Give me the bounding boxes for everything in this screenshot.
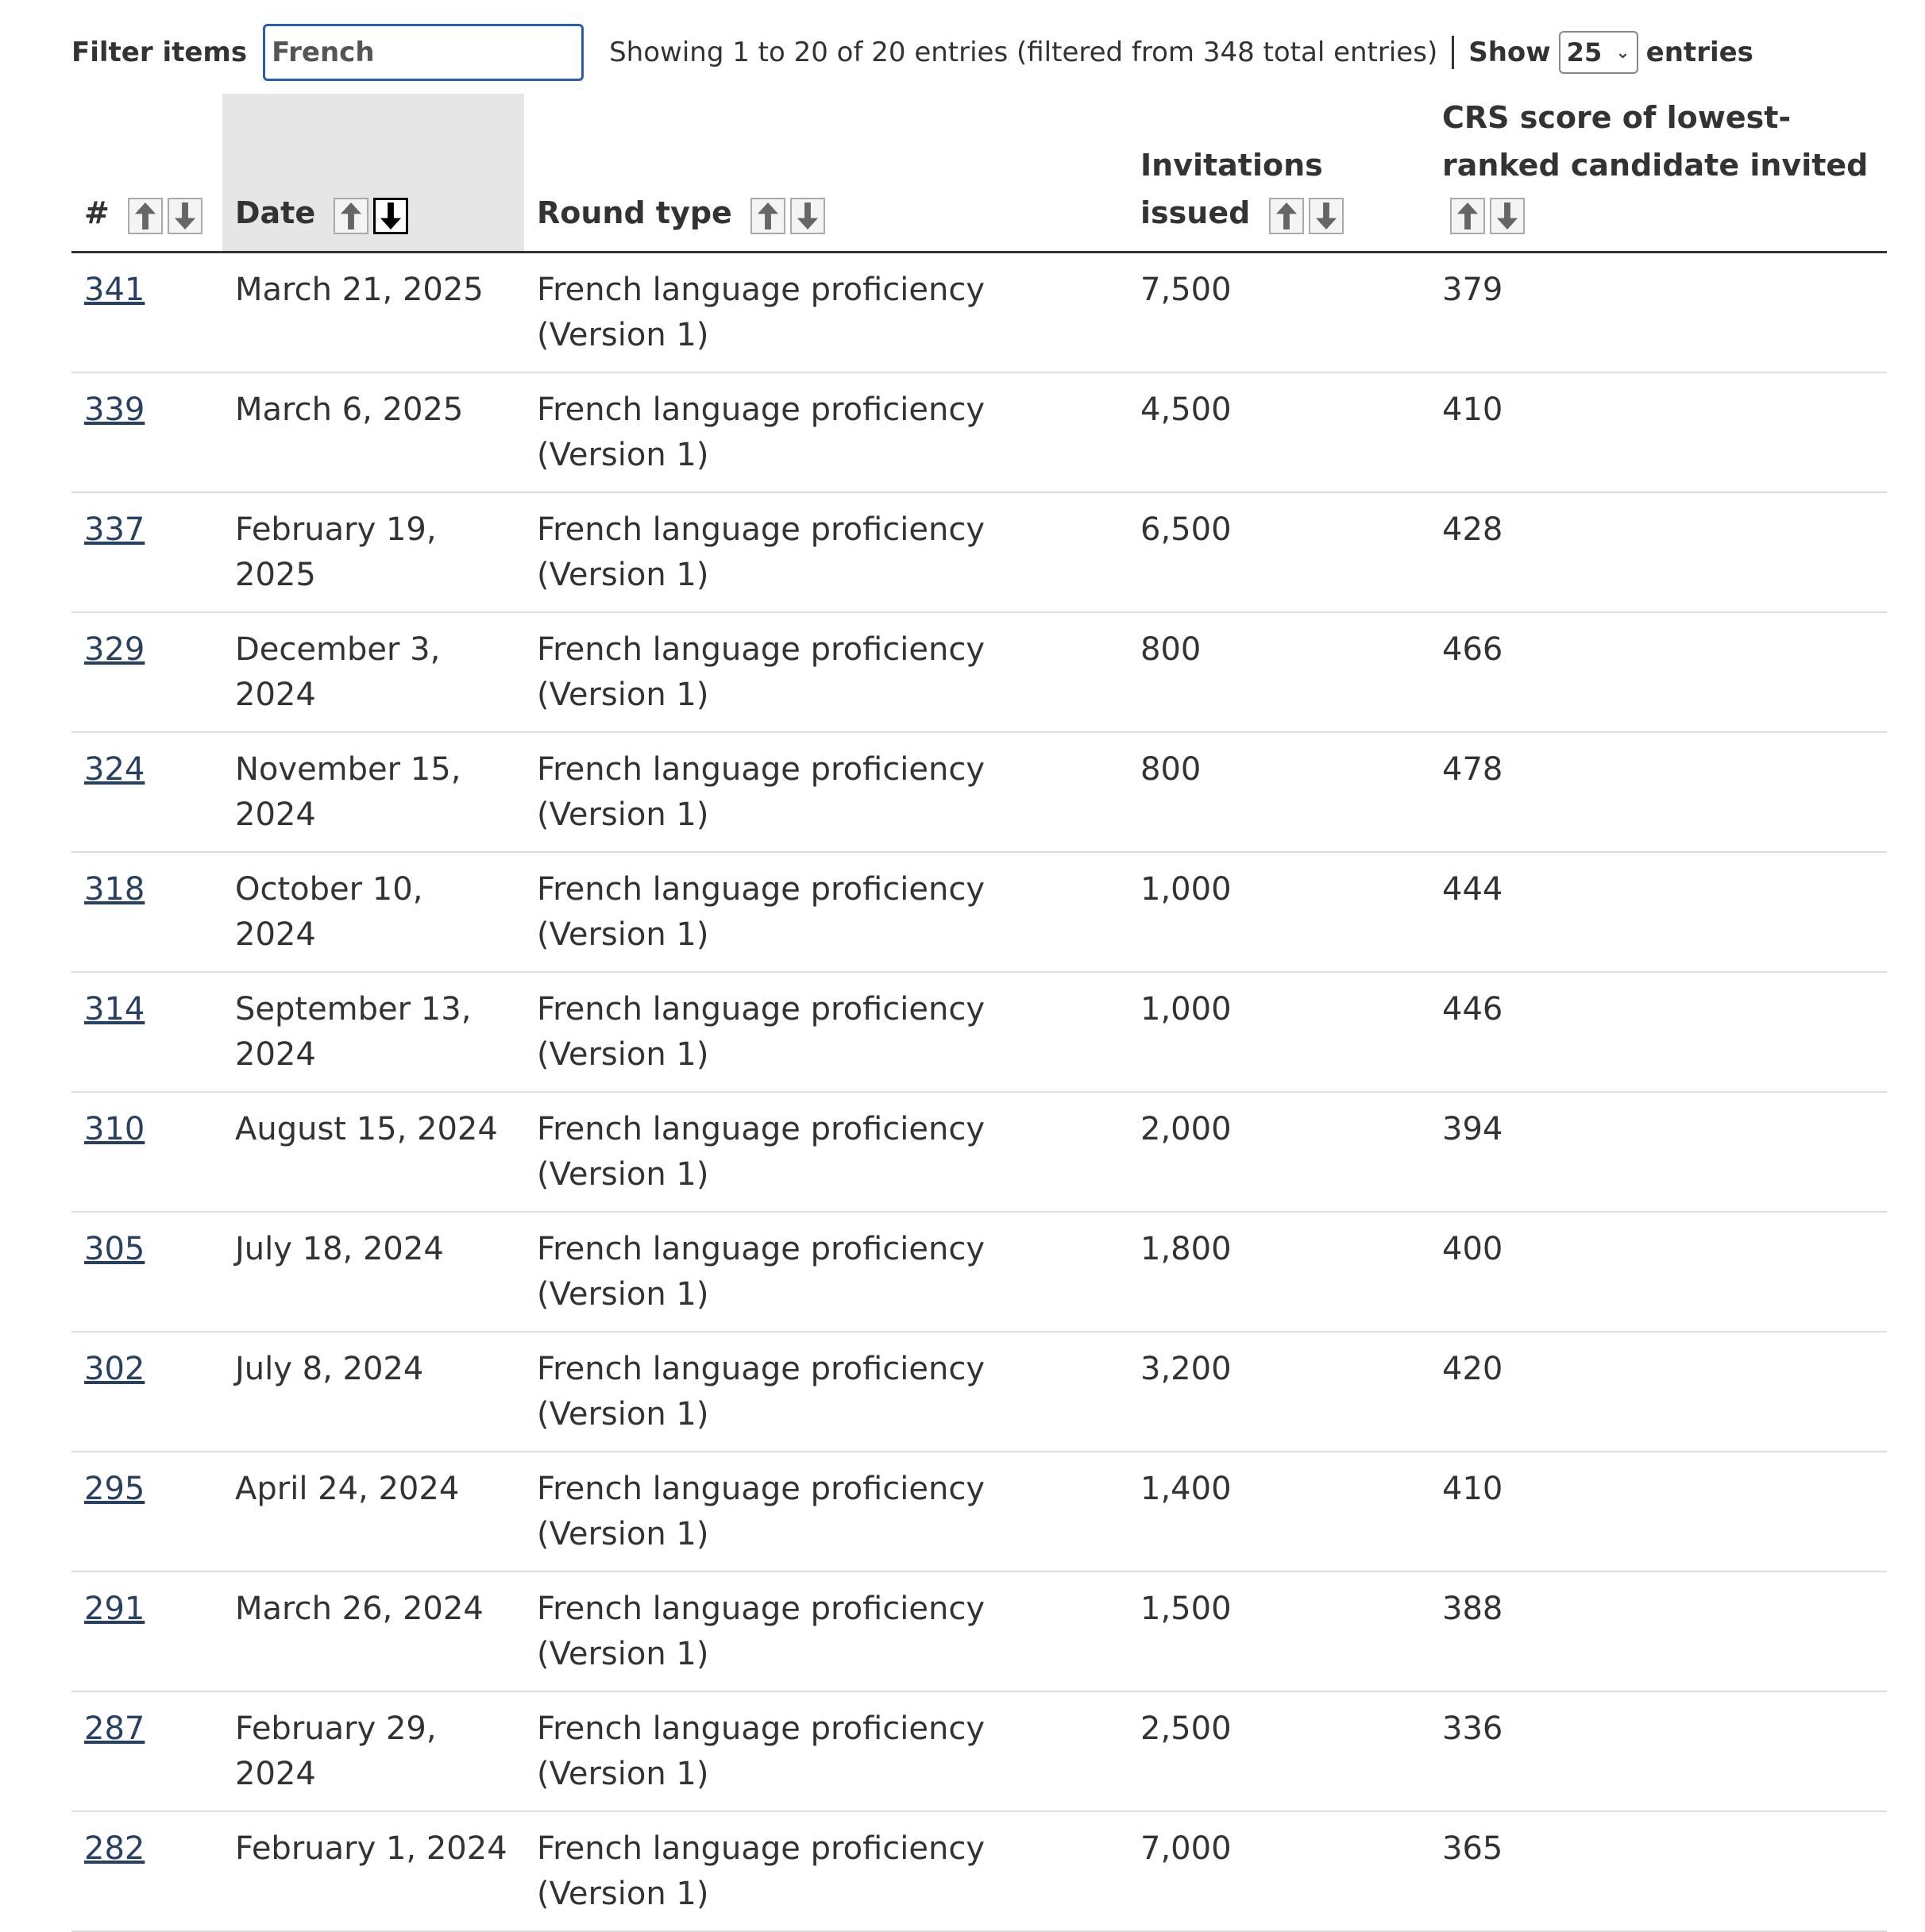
round-link[interactable]: 324	[84, 751, 145, 788]
round-number-cell	[71, 612, 222, 732]
round-number-cell	[71, 253, 222, 373]
arrow-up-icon	[1456, 202, 1479, 229]
crs-score-cell: 400	[1429, 1212, 1887, 1332]
date-cell: November 15, 2024	[222, 732, 524, 852]
column-header-label: Invitations issued	[1140, 148, 1323, 230]
sort-ascending-button[interactable]	[128, 198, 163, 234]
date-cell: December 3, 2024	[222, 612, 524, 732]
date-cell: September 13, 2024	[222, 972, 524, 1092]
round-link[interactable]: 282	[84, 1830, 145, 1867]
invitations-cell: 1,000	[1128, 972, 1429, 1092]
round-type-cell: French language proficiency (Version 1)	[524, 1092, 1128, 1212]
crs-score-cell: 428	[1429, 492, 1887, 612]
table-row	[71, 1092, 1887, 1212]
sort-descending-button[interactable]	[373, 198, 408, 234]
table-row	[71, 972, 1887, 1092]
sort-descending-button[interactable]	[1490, 198, 1525, 234]
arrow-down-icon	[380, 202, 402, 229]
sort-descending-button[interactable]	[790, 198, 825, 234]
date-cell: March 6, 2025	[222, 372, 524, 492]
date-cell: February 19, 2025	[222, 492, 524, 612]
arrow-up-icon	[757, 202, 779, 229]
round-link[interactable]: 310	[84, 1111, 145, 1147]
sort-ascending-button[interactable]	[1269, 198, 1304, 234]
arrow-down-icon	[1315, 202, 1337, 229]
round-type-cell: French language proficiency (Version 1)	[524, 1571, 1128, 1691]
invitations-cell: 4,500	[1128, 372, 1429, 492]
table-row	[71, 372, 1887, 492]
round-number-cell	[71, 732, 222, 852]
sort-controls	[1450, 198, 1525, 234]
sort-descending-button[interactable]	[168, 198, 203, 234]
table-row	[71, 1212, 1887, 1332]
round-type-cell: French language proficiency (Version 1)	[524, 492, 1128, 612]
table-header	[71, 94, 1887, 253]
column-header-label: #	[84, 195, 110, 230]
sort-controls	[1269, 198, 1344, 234]
arrow-down-icon	[797, 202, 819, 229]
invitations-cell: 1,500	[1128, 1571, 1429, 1691]
round-type-cell: French language proficiency (Version 1)	[524, 1452, 1128, 1571]
crs-score-cell: 410	[1429, 372, 1887, 492]
column-header-date	[222, 94, 524, 253]
column-header-crs	[1429, 94, 1887, 253]
round-type-cell: French language proficiency (Version 1)	[524, 1811, 1128, 1931]
crs-score-cell: 444	[1429, 852, 1887, 972]
chevron-down-icon: ⌄	[1615, 42, 1630, 63]
round-type-cell: French language proficiency (Version 1)	[524, 1212, 1128, 1332]
round-type-cell: French language proficiency (Version 1)	[524, 852, 1128, 972]
round-type-cell: French language proficiency (Version 1)	[524, 732, 1128, 852]
arrow-down-icon	[174, 202, 196, 229]
entries-summary: Showing 1 to 20 of 20 entries (filtered from 348 total entries)	[609, 37, 1438, 68]
column-header-num	[71, 94, 222, 253]
invitations-cell: 6,500	[1128, 492, 1429, 612]
round-number-cell	[71, 1212, 222, 1332]
round-type-cell: French language proficiency (Version 1)	[524, 612, 1128, 732]
filter-label: Filter items	[71, 37, 248, 68]
invitations-cell: 2,500	[1128, 1691, 1429, 1811]
date-cell: July 18, 2024	[222, 1212, 524, 1332]
round-number-cell	[71, 1691, 222, 1811]
invitations-cell: 2,000	[1128, 1092, 1429, 1212]
round-number-cell	[71, 1452, 222, 1571]
invitations-cell: 800	[1128, 612, 1429, 732]
round-type-cell: French language proficiency (Version 1)	[524, 1332, 1128, 1452]
date-cell: August 15, 2024	[222, 1092, 524, 1212]
table-row	[71, 492, 1887, 612]
round-link[interactable]: 287	[84, 1710, 145, 1747]
round-number-cell	[71, 1332, 222, 1452]
sort-ascending-button[interactable]	[750, 198, 785, 234]
crs-score-cell: 336	[1429, 1691, 1887, 1811]
sort-controls	[750, 198, 825, 234]
round-link[interactable]: 295	[84, 1471, 145, 1507]
column-header-label: Round type	[537, 195, 732, 230]
invitations-cell: 1,800	[1128, 1212, 1429, 1332]
arrow-up-icon	[340, 202, 362, 229]
table-row	[71, 612, 1887, 732]
table-row	[71, 852, 1887, 972]
date-cell: February 1, 2024	[222, 1811, 524, 1931]
round-link[interactable]: 339	[84, 391, 145, 428]
round-type-cell: French language proficiency (Version 1)	[524, 253, 1128, 373]
sort-controls	[334, 198, 408, 234]
table-row	[71, 1691, 1887, 1811]
round-link[interactable]: 302	[84, 1351, 145, 1387]
table-row	[71, 253, 1887, 373]
entries-label: entries	[1645, 37, 1753, 68]
round-link[interactable]: 314	[84, 991, 145, 1028]
crs-score-cell: 446	[1429, 972, 1887, 1092]
round-type-cell: French language proficiency (Version 1)	[524, 1691, 1128, 1811]
round-type-cell: French language proficiency (Version 1)	[524, 972, 1128, 1092]
invitations-cell: 1,000	[1128, 852, 1429, 972]
arrow-down-icon	[1496, 202, 1518, 229]
crs-score-cell: 410	[1429, 1452, 1887, 1571]
date-cell: February 29, 2024	[222, 1691, 524, 1811]
info-separator	[1452, 36, 1454, 69]
column-header-label: CRS score of lowest-ranked candidate invited	[1442, 100, 1869, 183]
crs-score-cell: 478	[1429, 732, 1887, 852]
crs-score-cell: 394	[1429, 1092, 1887, 1212]
sort-ascending-button[interactable]	[1450, 198, 1485, 234]
page-size-select[interactable]	[1559, 31, 1638, 74]
round-number-cell	[71, 852, 222, 972]
round-link[interactable]: 337	[84, 511, 145, 548]
invitations-cell: 800	[1128, 732, 1429, 852]
column-header-invitations	[1128, 94, 1429, 253]
crs-score-cell: 466	[1429, 612, 1887, 732]
round-link[interactable]: 291	[84, 1591, 145, 1627]
table-row	[71, 1332, 1887, 1452]
round-link[interactable]: 318	[84, 871, 145, 908]
sort-descending-button[interactable]	[1309, 198, 1344, 234]
invitations-cell: 7,000	[1128, 1811, 1429, 1931]
sort-controls	[128, 198, 203, 234]
arrow-up-icon	[134, 202, 156, 229]
table-row	[71, 1452, 1887, 1571]
table-row	[71, 1571, 1887, 1691]
round-link[interactable]: 341	[84, 272, 145, 308]
crs-score-cell: 388	[1429, 1571, 1887, 1691]
arrow-up-icon	[1275, 202, 1298, 229]
filter-bar	[71, 24, 1753, 81]
round-link[interactable]: 305	[84, 1231, 145, 1267]
date-cell: October 10, 2024	[222, 852, 524, 972]
round-number-cell	[71, 972, 222, 1092]
table-row	[71, 1811, 1887, 1931]
crs-score-cell: 379	[1429, 253, 1887, 373]
round-number-cell	[71, 1092, 222, 1212]
date-cell: March 21, 2025	[222, 253, 524, 373]
table-row	[71, 732, 1887, 852]
round-link[interactable]: 329	[84, 631, 145, 668]
invitations-cell: 3,200	[1128, 1332, 1429, 1452]
crs-score-cell: 365	[1429, 1811, 1887, 1931]
column-header-label: Date	[235, 195, 316, 230]
round-number-cell	[71, 1571, 222, 1691]
round-number-cell	[71, 1811, 222, 1931]
rounds-table	[71, 94, 1887, 1932]
invitations-cell: 7,500	[1128, 253, 1429, 373]
crs-score-cell: 420	[1429, 1332, 1887, 1452]
column-header-round-type	[524, 94, 1128, 253]
table-body	[71, 253, 1887, 1932]
sort-ascending-button[interactable]	[334, 198, 368, 234]
invitations-cell: 1,400	[1128, 1452, 1429, 1571]
date-cell: March 26, 2024	[222, 1571, 524, 1691]
page-size-value: 25	[1566, 37, 1603, 67]
date-cell: July 8, 2024	[222, 1332, 524, 1452]
round-type-cell: French language proficiency (Version 1)	[524, 372, 1128, 492]
round-number-cell	[71, 372, 222, 492]
round-number-cell	[71, 492, 222, 612]
show-label: Show	[1468, 37, 1551, 68]
date-cell: April 24, 2024	[222, 1452, 524, 1571]
filter-input[interactable]	[263, 24, 584, 81]
